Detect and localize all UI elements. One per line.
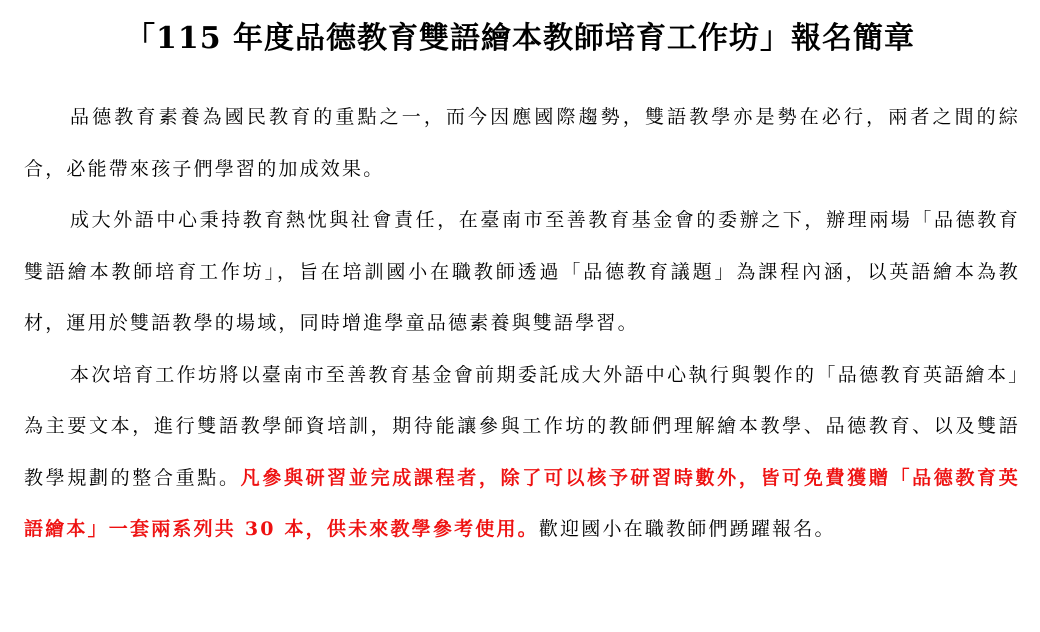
paragraph-closing-text: 歡迎國小在職教師們踴躍報名。 [538, 518, 836, 540]
document-body [24, 92, 1020, 556]
paragraph-workshop [24, 195, 1020, 350]
paragraph-workshop-text: 成大外語中心秉持教育熱忱與社會責任，在臺南市至善教育基金會的委辦之下，辦理兩場「品德教育雙語繪本教師培育工作坊」，旨在培訓國小在職教師透過「品德教育議題」為課程內涵，以英語繪本為教材，運用於雙語教學的場域，同時增進學童品德素養與雙語學習。 [24, 209, 1020, 334]
paragraph-details-text: 本次培育工作坊將以臺南市至善教育基金會前期委託成大外語中心執行與製作的「品德教育英語繪本」為主要文本，進行雙語教學師資培訓，期待能讓參與工作坊的教師們理解繪本教學、品德教育、以及雙語教學規劃的整合重點。 [24, 363, 1020, 489]
paragraph-details [24, 350, 1020, 556]
paragraph-intro-text: 品德教育素養為國民教育的重點之一，而今因應國際趨勢，雙語教學亦是勢在必行，兩者之間的綜合，必能帶來孩子們學習的加成效果。 [24, 106, 1020, 180]
paragraph-intro [24, 92, 1020, 195]
document-title: 「115 年度品德教育雙語繪本教師培育工作坊」報名簡章 [124, 21, 916, 56]
highlight-benefit-text: 凡參與研習並完成課程者，除了可以核予研習時數外，皆可免費獲贈「品德教育英語繪本」一套兩系列共 30 本，供未來教學參考使用。 [24, 466, 1020, 540]
